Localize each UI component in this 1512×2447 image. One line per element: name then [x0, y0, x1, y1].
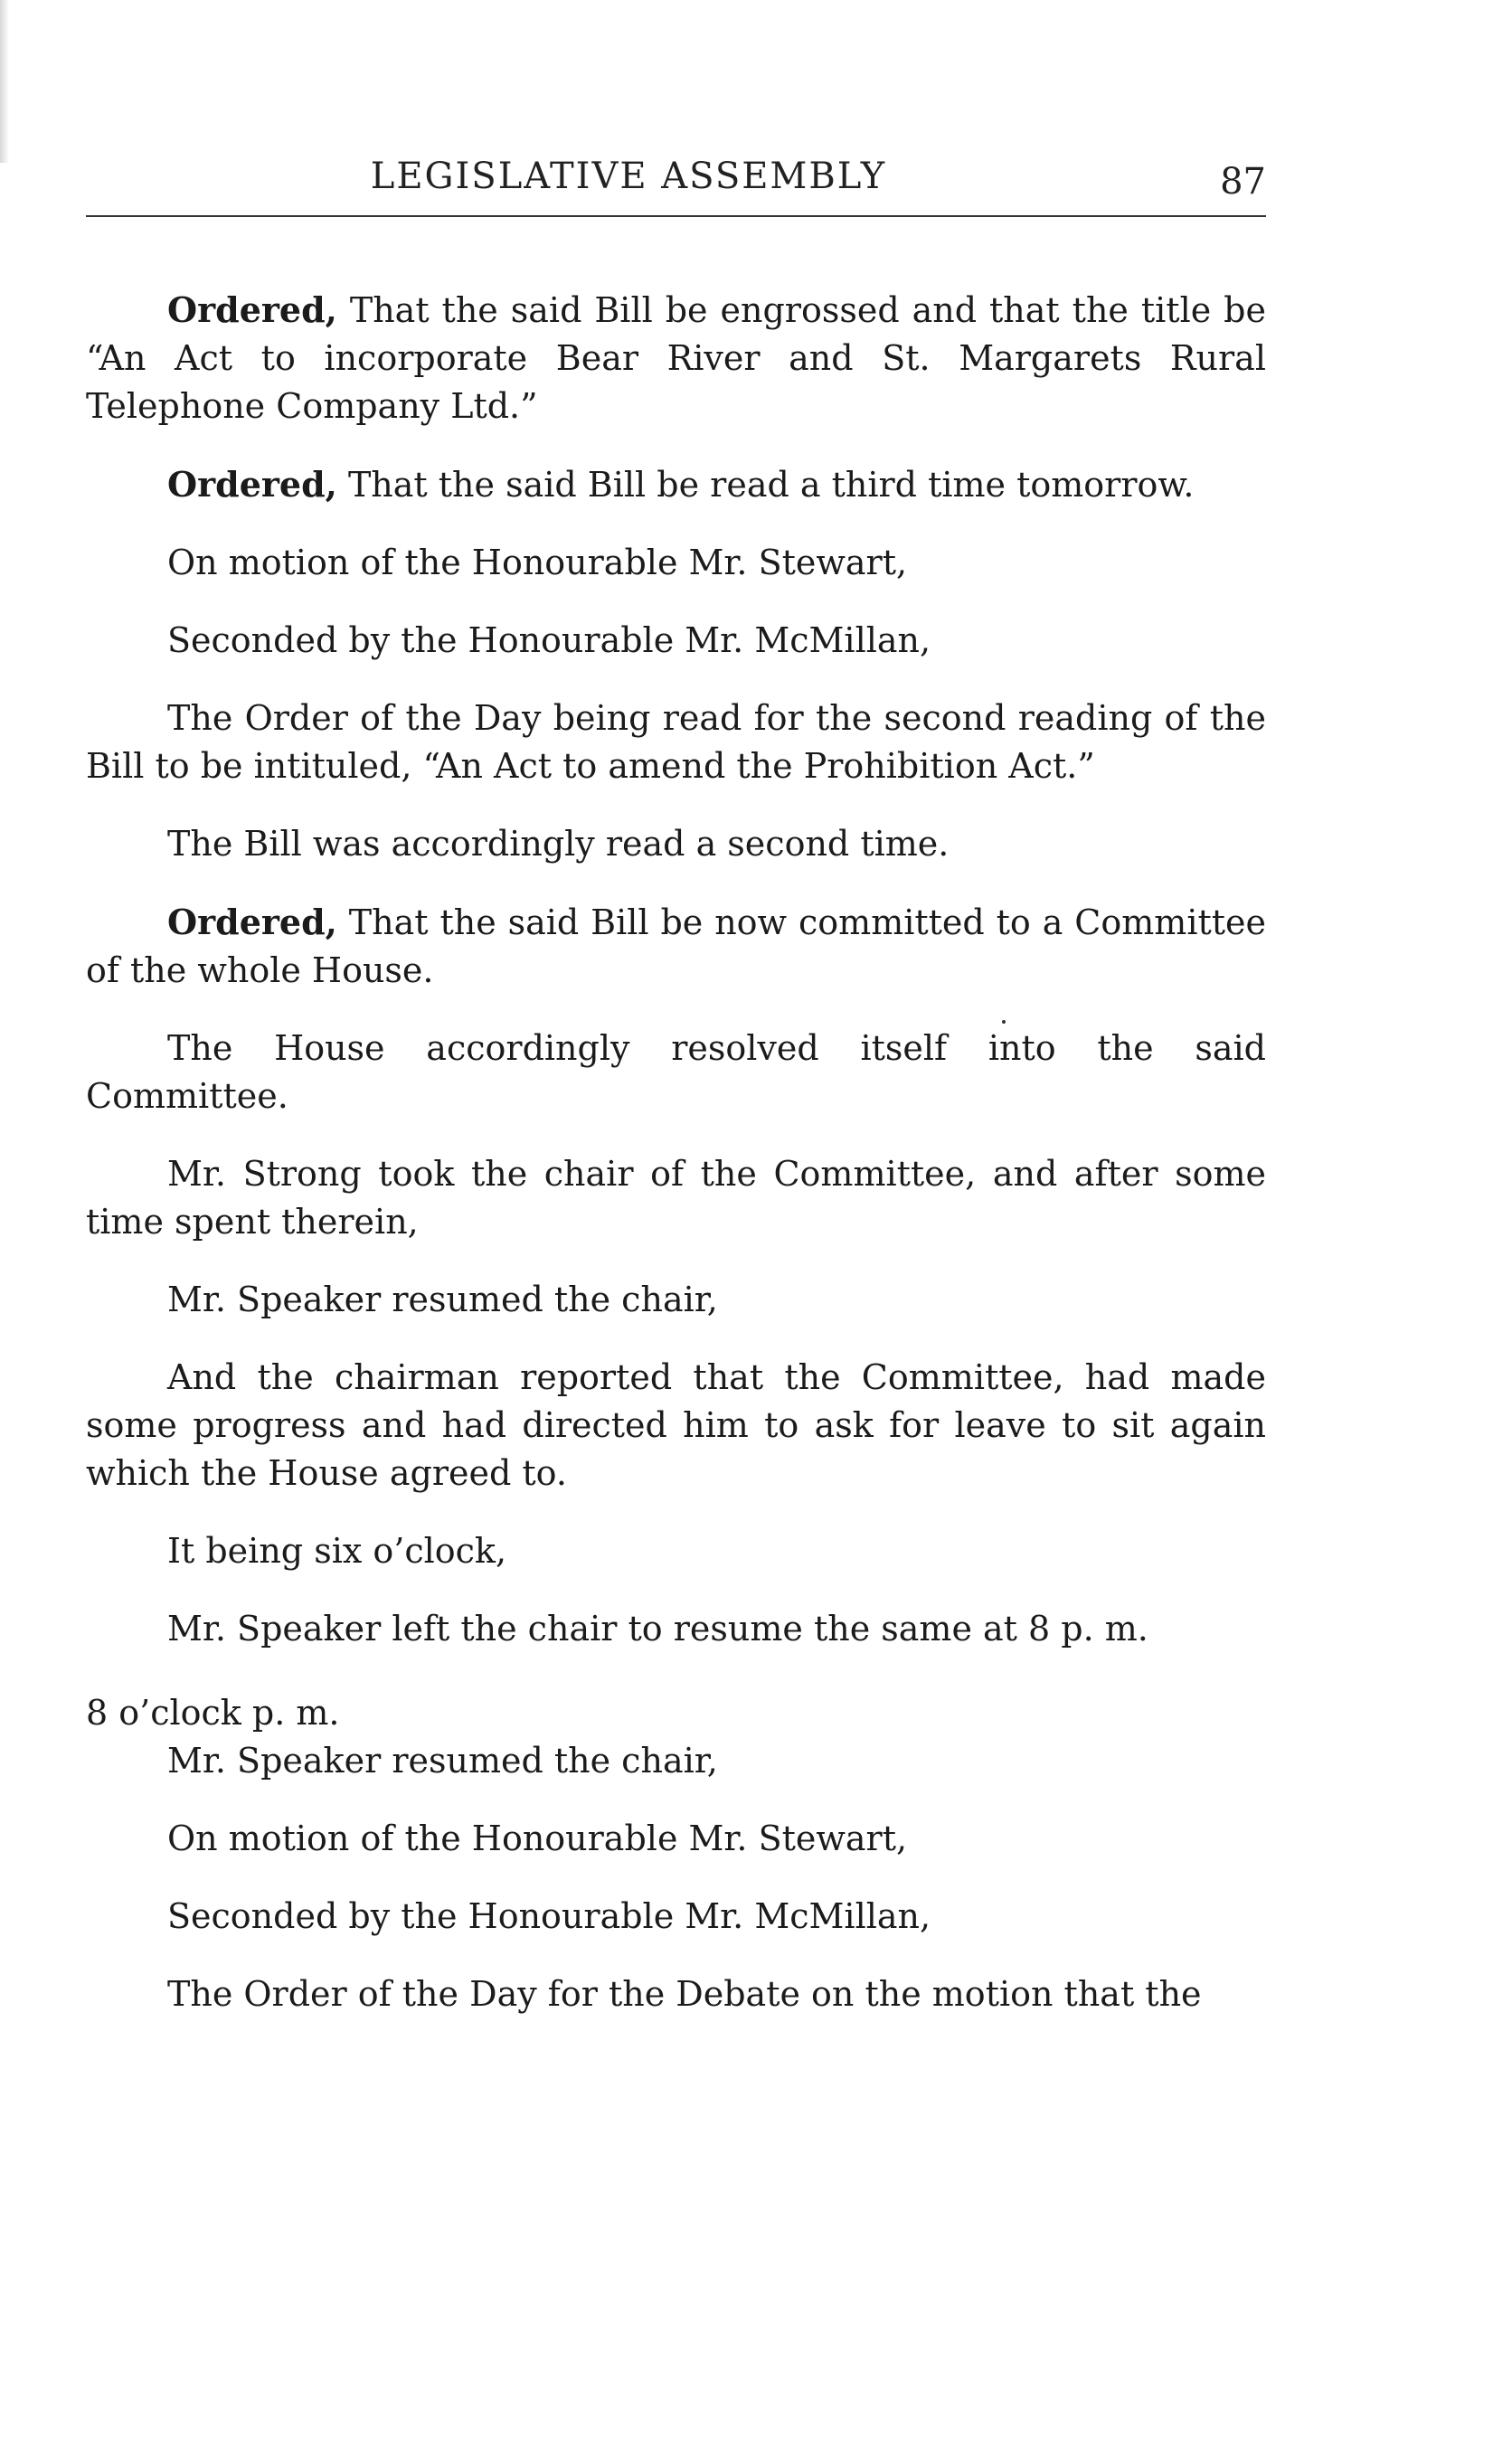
paragraph-text: The Bill was accordingly read a second time. — [167, 824, 950, 864]
scan-edge-shadow — [0, 0, 9, 163]
header-title: LEGISLATIVE ASSEMBLY — [370, 156, 887, 197]
paragraph-lead: Ordered, — [167, 464, 337, 505]
paragraph — [86, 1605, 1266, 1653]
paragraph — [86, 820, 1266, 868]
page-number: 87 — [1220, 161, 1266, 203]
paragraph-text: On motion of the Honourable Mr. Stewart, — [167, 1819, 908, 1858]
paragraph-lead: Ordered, — [167, 289, 337, 330]
paragraph-text: It being six o’clock, — [167, 1531, 507, 1571]
paragraph — [86, 1737, 1266, 1785]
paragraph-text: Mr. Speaker resumed the chair, — [167, 1280, 718, 1319]
paragraph-text: That the said Bill be read a third time tomorrow. — [336, 465, 1195, 505]
paragraph — [86, 460, 1266, 509]
time-marker: 8 o’clock p. m. — [86, 1693, 340, 1733]
running-header — [86, 156, 1266, 210]
paragraph-text: On motion of the Honourable Mr. Stewart, — [167, 543, 908, 582]
paragraph — [86, 1893, 1266, 1941]
paragraph — [86, 898, 1266, 995]
paragraph — [86, 286, 1266, 430]
paragraph — [86, 1025, 1266, 1120]
paragraph-text: Seconded by the Honourable Mr. McMillan, — [167, 620, 931, 660]
paragraph — [86, 539, 1266, 587]
paragraph — [86, 617, 1266, 665]
paragraph — [86, 694, 1266, 790]
paragraph-text: Mr. Speaker left the chair to resume the same at 8 p. m. — [167, 1609, 1148, 1649]
paragraph — [86, 1527, 1266, 1575]
paragraph-text: That the said Bill be engrossed and that the title be “An Act to incorporate Bear River and St. Margarets Rural Telephone Company Ltd.” — [86, 290, 1266, 426]
paragraph — [86, 1276, 1266, 1324]
paragraph-text: The House accordingly resolved itself into the said Committee. — [86, 1028, 1266, 1116]
paragraph-text: The Order of the Day for the Debate on the motion that the — [167, 1974, 1202, 2014]
paragraph-text: Mr. Strong took the chair of the Committee, and after some time spent therein, — [86, 1154, 1266, 1242]
paragraph-text: The Order of the Day being read for the second reading of the Bill to be intituled, “An Act to amend the Prohibition Act.” — [86, 698, 1266, 786]
paragraph-text: And the chairman reported that the Committee, had made some progress and had directed him to ask for leave to sit again which the House agreed to. — [86, 1357, 1266, 1493]
print-speck — [1002, 1020, 1006, 1024]
paragraph-text: Seconded by the Honourable Mr. McMillan, — [167, 1896, 931, 1936]
header-rule — [86, 215, 1266, 217]
paragraph-lead: Ordered, — [167, 902, 337, 942]
paragraph-text: That the said Bill be now committed to a Committee of the whole House. — [86, 902, 1266, 990]
paragraph — [86, 1354, 1266, 1497]
body-text — [86, 286, 1266, 2048]
paragraph — [86, 1970, 1266, 2018]
paragraph — [86, 1150, 1266, 1246]
paragraph — [86, 1815, 1266, 1863]
paragraph-text: Mr. Speaker resumed the chair, — [167, 1741, 718, 1781]
